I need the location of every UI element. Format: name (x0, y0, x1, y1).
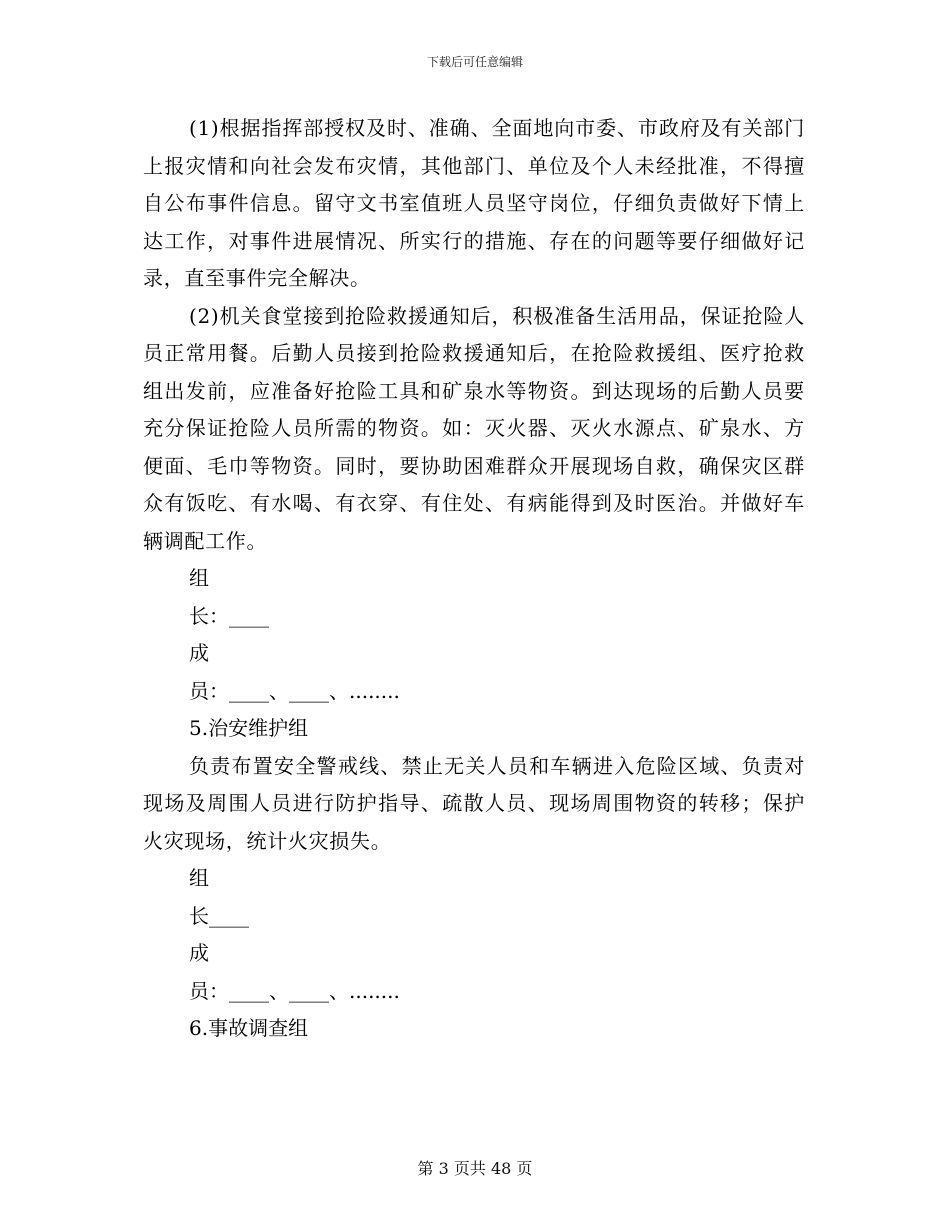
paragraph-item-1: (1)根据指挥部授权及时、准确、全面地向市委、市政府及有关部门上报灾情和向社会发布灾情，其他部门、单位及个人未经批准，不得擅自公布事件信息。留守文书室值班人员坚守岗位，仔细负责做好下情上达工作，对事件进展情况、所实行的措施、存在的问题等要仔细做好记录，直至事件完全解决。 (143, 116, 805, 290)
group-members-label-part2: 员：____、____、........ (189, 678, 400, 703)
section-5-paragraph: 负责布置安全警戒线、禁止无关人员和车辆进入危险区域、负责对现场及周围人员进行防护指导、疏散人员、现场周围物资的转移；保护火灾现场，统计火灾损失。 (143, 753, 805, 853)
page-header: 下载后可任意编辑 (426, 55, 523, 69)
group-members-label-part1: 成 (189, 641, 209, 665)
section-5-heading: 5.治安维护组 (189, 716, 309, 740)
section-5-members-label-part1: 成 (189, 941, 209, 965)
group-leader-label-part2: 长：____ (189, 603, 269, 628)
paragraph-item-2: (2)机关食堂接到抢险救援通知后，积极准备生活用品，保证抢险人员正常用餐。后勤人员接到抢险救援通知后，在抢险救援组、医疗抢救组出发前，应准备好抢险工具和矿泉水等物资。到达现场的后勤人员要充分保证抢险人员所需的物资。如：灭火器、灭火水源点、矿泉水、方便面、毛巾等物资。同时，要协助困难群众开展现场自救，确保灾区群众有饭吃、有水喝、有衣穿、有住处、有病能得到及时医治。并做好车辆调配工作。 (143, 303, 805, 553)
section-6-heading: 6.事故调查组 (189, 1016, 309, 1040)
section-5-leader-label-part1: 组 (189, 866, 209, 890)
group-leader-label-part1: 组 (189, 566, 209, 590)
document-body (143, 110, 805, 1048)
page-footer: 第 3 页共 48 页 (417, 1159, 533, 1178)
section-5-leader-label-part2: 长____ (189, 903, 249, 928)
section-5-members-label-part2: 员：____、____、........ (189, 978, 400, 1003)
